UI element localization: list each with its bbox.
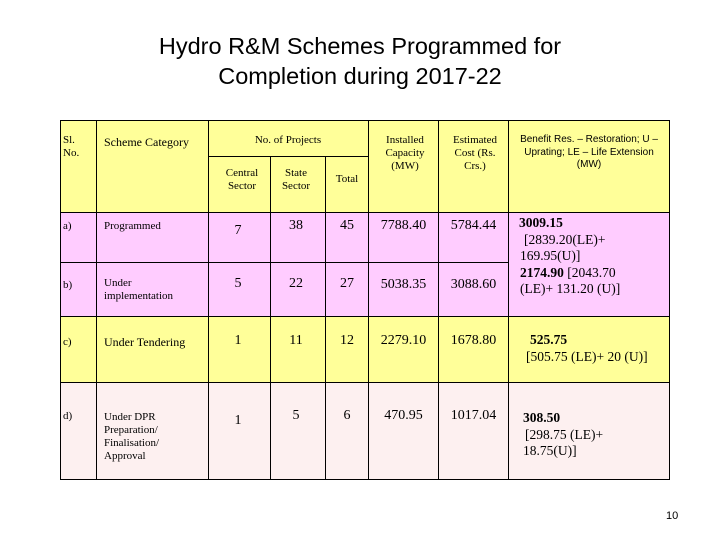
slide-title <box>0 31 720 91</box>
row-a-state: 38 <box>289 218 303 233</box>
header-sl-no: Sl. No. <box>63 134 80 159</box>
header-installed-capacity: Installed Capacity (MW) <box>385 134 425 172</box>
row-c-sl: c) <box>63 336 72 348</box>
row-c-cost: 1678.80 <box>450 333 497 348</box>
grid-line <box>208 156 368 157</box>
row-b-total: 27 <box>340 276 354 291</box>
grid-line <box>60 382 670 383</box>
row-d-total: 6 <box>343 408 351 423</box>
title-line-2: Completion during 2017-22 <box>218 63 502 89</box>
title-line-1: Hydro R&M Schemes Programmed for <box>158 33 562 59</box>
benefit-a-detail-2: 169.95(U)] <box>520 248 581 263</box>
row-b-category: Under implementation <box>104 277 174 302</box>
grid-line <box>208 120 209 480</box>
benefit-b-line <box>516 265 668 282</box>
grid-line <box>60 120 61 480</box>
row-d-category: Under DPR Preparation/ Finalisation/ Approval <box>104 411 159 462</box>
grid-line <box>270 156 271 480</box>
row-b-central: 5 <box>234 276 242 291</box>
header-no-of-projects: No. of Projects <box>254 134 322 146</box>
header-benefit: Benefit Res. – Restoration; U – Uprating; LE – Life Extension (MW) <box>520 134 658 170</box>
benefit-a-value: 3009.15 <box>519 215 563 230</box>
page-number: 10 <box>666 510 679 522</box>
benefit-d-value: 308.50 <box>523 410 561 425</box>
row-c-category: Under Tendering <box>104 335 186 349</box>
grid-line <box>325 156 326 480</box>
benefit-b-detail-2: (LE)+ 131.20 (U)] <box>520 281 621 296</box>
row-a-capacity: 7788.40 <box>380 218 427 233</box>
row-b-state: 22 <box>289 276 303 291</box>
grid-line <box>669 120 670 480</box>
header-state-sector: State Sector <box>281 167 311 192</box>
row-b-cost: 3088.60 <box>450 277 497 292</box>
row-a-cost: 5784.44 <box>450 218 497 233</box>
row-a-sl: a) <box>63 220 72 232</box>
header-estimated-cost: Estimated Cost (Rs. Crs.) <box>453 134 497 172</box>
grid-line <box>60 479 670 480</box>
benefit-under-dpr <box>516 410 668 460</box>
row-d-sl: d) <box>63 410 73 422</box>
schemes-table <box>60 120 670 480</box>
row-a-total: 45 <box>340 218 354 233</box>
header-total: Total <box>335 173 359 185</box>
benefit-under-tendering <box>516 332 668 365</box>
row-b-sl: b) <box>63 279 73 291</box>
row-d-central: 1 <box>234 413 242 428</box>
benefit-c-value: 525.75 <box>530 332 568 347</box>
benefit-c-detail: [505.75 (LE)+ 20 (U)] <box>526 348 648 364</box>
row-a-category: Programmed <box>104 220 161 232</box>
grid-line <box>60 316 670 317</box>
grid-line <box>60 120 670 121</box>
benefit-b-detail-1: [2043.70 <box>567 264 616 280</box>
row-d-cost: 1017.04 <box>450 408 497 423</box>
row-c-total: 12 <box>340 333 354 348</box>
row-d-capacity: 470.95 <box>384 408 423 423</box>
grid-line <box>368 120 369 480</box>
grid-line <box>508 120 509 480</box>
row-d-state: 5 <box>292 408 300 423</box>
header-scheme-category: Scheme Category <box>104 135 189 149</box>
header-central-sector: Central Sector <box>225 167 259 192</box>
benefit-d-detail-2: 18.75(U)] <box>523 443 577 458</box>
row-b-capacity: 5038.35 <box>380 277 427 292</box>
row-a-central: 7 <box>234 223 242 238</box>
row-c-state: 11 <box>289 333 303 348</box>
benefit-programmed <box>516 215 668 298</box>
grid-line <box>438 120 439 480</box>
benefit-a-detail-1: [2839.20(LE)+ <box>524 231 606 247</box>
row-c-capacity: 2279.10 <box>380 333 427 348</box>
grid-line <box>60 262 508 263</box>
benefit-b-value: 2174.90 <box>520 264 564 280</box>
benefit-d-detail-1: [298.75 (LE)+ <box>525 426 604 442</box>
grid-line <box>96 120 97 480</box>
grid-line <box>60 212 670 213</box>
row-c-central: 1 <box>234 333 242 348</box>
